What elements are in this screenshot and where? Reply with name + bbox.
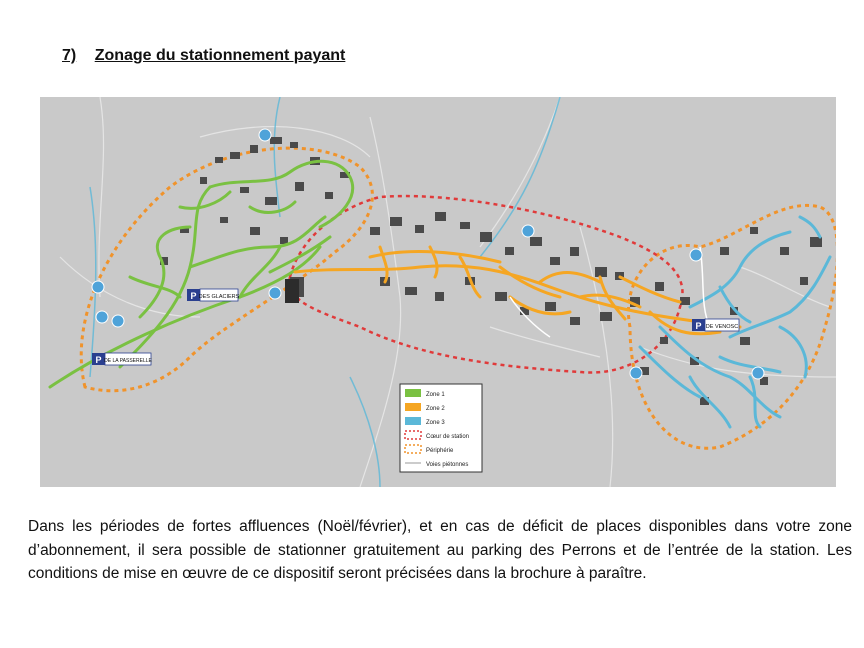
lift-icon [522, 225, 534, 237]
lift-icon [92, 281, 104, 293]
parking-label: DE VENOSC [705, 324, 739, 330]
lift-icon [630, 367, 642, 379]
entry-building [285, 279, 299, 303]
legend-label: Cœur de station [426, 434, 470, 440]
parking-symbol: P [95, 355, 102, 365]
map-legend [400, 384, 482, 472]
legend-label: Zone 2 [426, 406, 445, 412]
lift-icon [259, 129, 271, 141]
lift-icon [112, 315, 124, 327]
parking-de-venosc [692, 319, 739, 331]
lift-icon [269, 287, 281, 299]
parking-des-glaciers [187, 289, 240, 301]
lift-icon [690, 249, 702, 261]
legend-label: Périphérie [426, 448, 454, 454]
parking-zone-map [40, 97, 836, 487]
lift-icon [752, 367, 764, 379]
section-title: Zonage du stationnement payant [94, 47, 346, 64]
lift-icon [96, 311, 108, 323]
map-canvas [40, 97, 836, 487]
legend-label: Zone 3 [426, 420, 445, 426]
parking-label: DES GLACIERS [198, 294, 240, 300]
section-heading [62, 47, 345, 65]
parking-symbol: P [190, 291, 197, 301]
parking-de-la-passerelle [92, 353, 153, 365]
legend-label: Voies piétonnes [426, 462, 469, 468]
section-number: 7) [62, 47, 77, 64]
parking-label: DE LA PASSERELLE [104, 358, 152, 364]
body-paragraph: Dans les périodes de fortes affluences (Noël/février), et en cas de déficit de places disponibles dans votre zone d’abonnement, il sera possible de stationner gratuitement au parking des Perrons et de l’entrée de la station. Les conditions de mise en œuvre de ce dispositif seront précisées dans la brochure à paraître. [28, 518, 852, 582]
legend-label: Zone 1 [426, 392, 445, 398]
parking-symbol: P [695, 321, 702, 331]
